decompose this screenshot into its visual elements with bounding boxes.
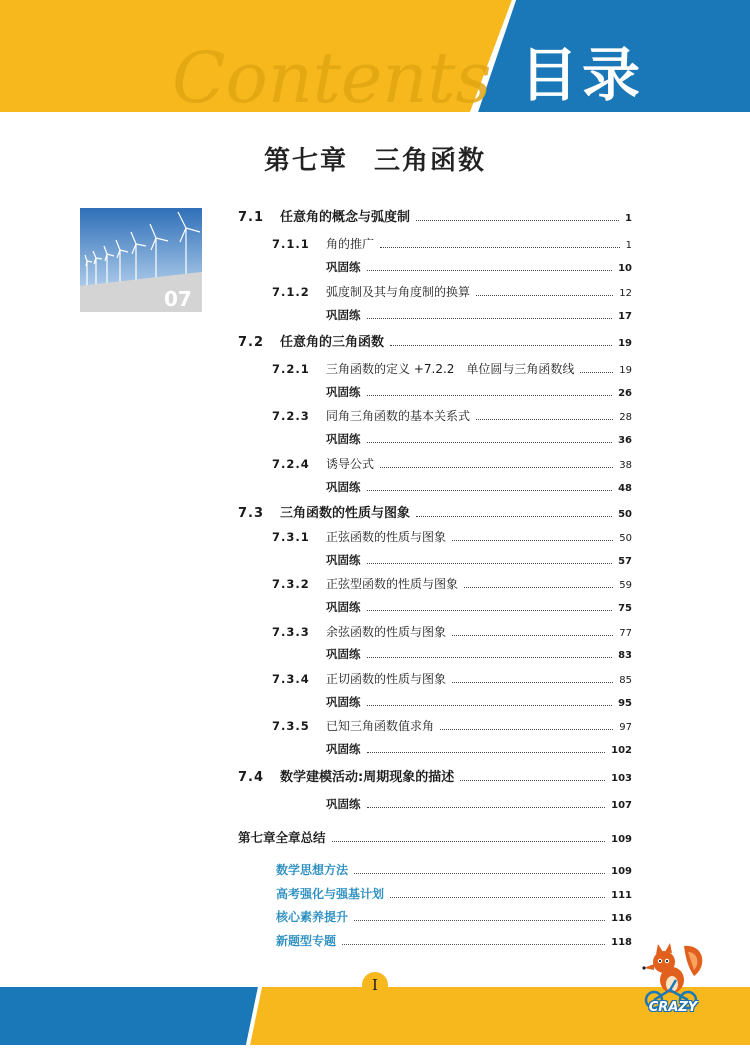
- toc-item-7-3-5[interactable]: 7.3.5 已知三角函数值求角 97: [272, 719, 632, 733]
- leader-dots: [416, 220, 619, 221]
- toc-item-practice[interactable]: 巩固练 102: [326, 742, 632, 756]
- toc-item-7-3-1[interactable]: 7.3.1 正弦函数的性质与图象 50: [272, 530, 632, 544]
- leader-dots: [476, 419, 613, 420]
- toc-item-7-2-1[interactable]: 7.2.1 三角函数的定义 +7.2.2 单位圆与三角函数线 19: [272, 362, 632, 376]
- toc-item-practice[interactable]: 巩固练 26: [326, 385, 632, 399]
- toc-item-practice[interactable]: 巩固练 57: [326, 553, 632, 567]
- chapter-title: [0, 140, 750, 177]
- chapter-name: 三角函数: [374, 146, 487, 176]
- toc-item-math-methods[interactable]: 数学思想方法 109: [276, 863, 632, 877]
- leader-dots: [332, 841, 606, 842]
- toc-item-core-literacy[interactable]: 核心素养提升 116: [276, 910, 632, 924]
- toc-item-7-2-3[interactable]: 7.2.3 同角三角函数的基本关系式 28: [272, 409, 632, 423]
- leader-dots: [367, 807, 606, 808]
- leader-dots: [390, 897, 605, 898]
- toc-item-7-3-3[interactable]: 7.3.3 余弦函数的性质与图象 77: [272, 625, 632, 639]
- chapter-badge: 07: [164, 287, 192, 311]
- toc-item-practice[interactable]: 巩固练 17: [326, 308, 632, 322]
- wind-turbine-image: [80, 208, 202, 312]
- toc-item-7-3-2[interactable]: 7.3.2 正弦型函数的性质与图象 59: [272, 577, 632, 591]
- page-number-badge: I: [362, 972, 388, 998]
- toc-item-7-1-1[interactable]: 7.1.1 角的推广 1: [272, 237, 632, 251]
- brand-label: CRAZY: [648, 1000, 698, 1015]
- toc-item-7-2[interactable]: 7.2 任意角的三角函数 19: [238, 335, 632, 350]
- toc-item-practice[interactable]: 巩固练 95: [326, 695, 632, 709]
- leader-dots: [580, 372, 613, 373]
- toc-item-7-3[interactable]: 7.3 三角函数的性质与图象 50: [238, 506, 632, 521]
- leader-dots: [367, 270, 613, 271]
- chapter-prefix: 第七章: [263, 146, 348, 176]
- toc-item-new-question-types[interactable]: 新题型专题 118: [276, 934, 632, 948]
- toc-item-practice[interactable]: 巩固练 107: [326, 797, 632, 811]
- leader-dots: [416, 516, 612, 517]
- leader-dots: [367, 318, 613, 319]
- toc-item-exam-strengthening[interactable]: 高考强化与强基计划 111: [276, 887, 632, 901]
- leader-dots: [380, 467, 613, 468]
- toc-item-practice[interactable]: 巩固练 75: [326, 600, 632, 614]
- leader-dots: [342, 944, 605, 945]
- leader-dots: [464, 587, 613, 588]
- toc-item-chapter-summary[interactable]: 第七章全章总结 109: [238, 830, 632, 845]
- leader-dots: [452, 635, 613, 636]
- leader-dots: [367, 395, 613, 396]
- leader-dots: [452, 682, 613, 683]
- leader-dots: [354, 920, 605, 921]
- leader-dots: [367, 563, 613, 564]
- leader-dots: [440, 729, 613, 730]
- leader-dots: [354, 873, 605, 874]
- leader-dots: [367, 610, 613, 611]
- toc-item-practice[interactable]: 巩固练 83: [326, 647, 632, 661]
- toc-item-7-3-4[interactable]: 7.3.4 正切函数的性质与图象 85: [272, 672, 632, 686]
- leader-dots: [476, 295, 613, 296]
- chapter-thumbnail: [80, 208, 202, 312]
- toc-item-practice[interactable]: 巩固练 36: [326, 432, 632, 446]
- leader-dots: [380, 247, 620, 248]
- toc-item-7-2-4[interactable]: 7.2.4 诱导公式 38: [272, 457, 632, 471]
- leader-dots: [367, 657, 613, 658]
- toc-item-7-4[interactable]: 7.4 数学建模活动:周期现象的描述 103: [238, 770, 632, 785]
- toc-item-7-1-2[interactable]: 7.1.2 弧度制及其与角度制的换算 12: [272, 285, 632, 299]
- watermark-text: Contents: [172, 37, 492, 119]
- leader-dots: [367, 705, 613, 706]
- toc-item-7-1[interactable]: 7.1 任意角的概念与弧度制 1: [238, 210, 632, 225]
- toc-item-practice[interactable]: 巩固练 48: [326, 480, 632, 494]
- leader-dots: [460, 780, 605, 781]
- leader-dots: [390, 345, 612, 346]
- leader-dots: [367, 442, 613, 443]
- leader-dots: [367, 490, 613, 491]
- leader-dots: [452, 540, 613, 541]
- toc-item-practice[interactable]: 巩固练 10: [326, 260, 632, 274]
- page-title: 目录: [520, 41, 645, 109]
- leader-dots: [367, 752, 606, 753]
